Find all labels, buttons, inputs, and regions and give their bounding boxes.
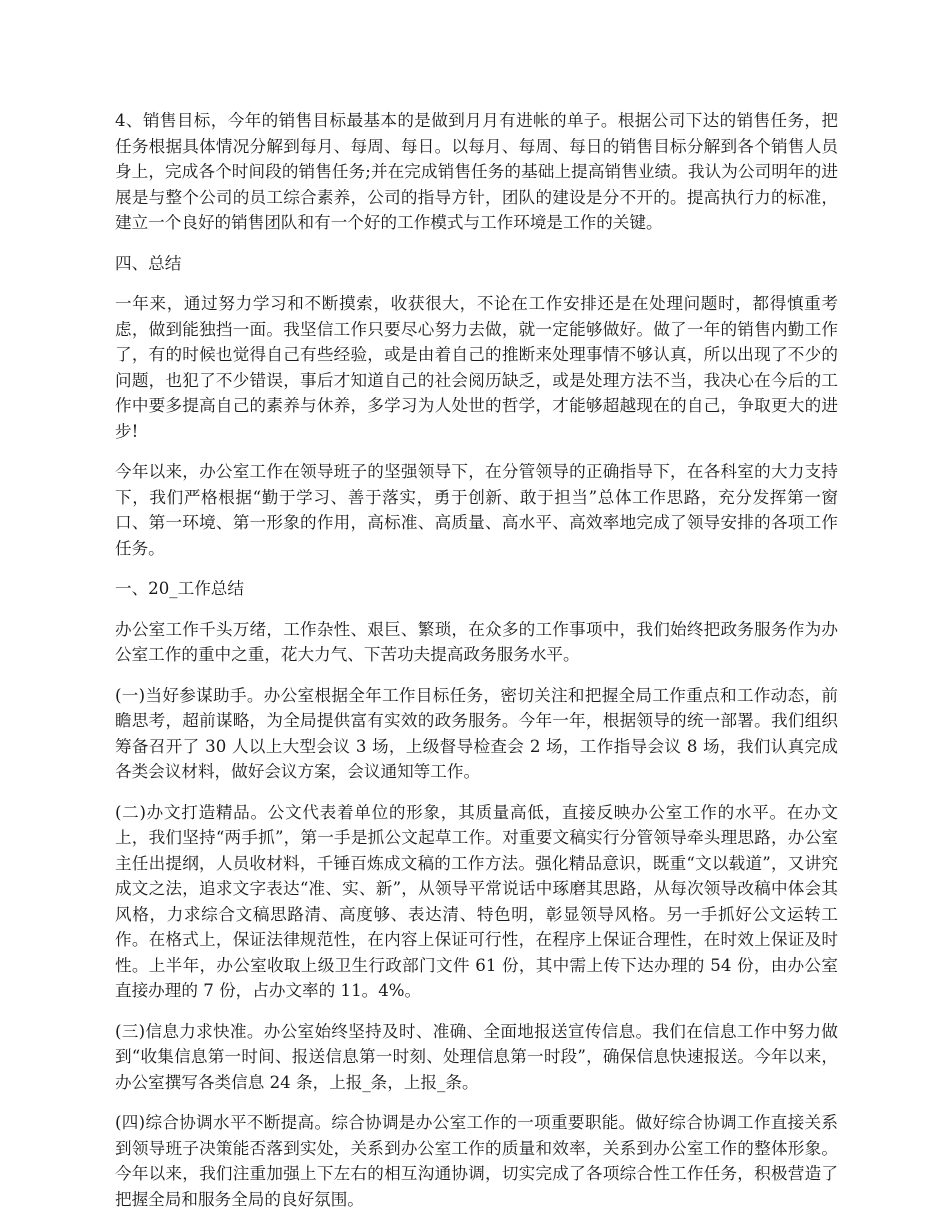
paragraph-sales-target: 4、销售目标，今年的销售目标最基本的是做到月月有进帐的单子。根据公司下达的销售任务，把任务根据具体情况分解到每月、每周、每日。以每月、每周、每日的销售目标分解到各个销售人员身上，完成各个时间段的销售任务;并在完成销售任务的基础上提高销售业绩。我认为公司明年的进展是与整个公司的员工综合素养，公司的指导方针，团队的建设是分不开的。提高执行力的标准，建立一个良好的销售团队和有一个好的工作模式与工作环境是工作的关键。 [115,111,838,232]
paragraph-documents: (二)办文打造精品。公文代表着单位的形象，其质量高低，直接反映办公室工作的水平。在办文上，我们坚持“两手抓”，第一手是抓公文起草工作。对重要文稿实行分管领导牵头理思路，办公室主任出提纲，人员收材料，千锤百炼成文稿的工作方法。强化精品意识，既重“文以载道”，又讲究成文之法，追求文字表达“准、实、新”，从领导平常说话中琢磨其思路，从每次领导改稿中体会其风格，力求综合文稿思路清、高度够、表达清、特色明，彰显领导风格。另一手抓好公文运转工作。在格式上，保证法律规范性，在内容上保证可行性，在程序上保证合理性，在时效上保证及时性。上半年，办公室收取上级卫生行政部门文件 61 份，其中需上传下达办理的 54 份，由办公室直接办理的 7 份，占办文率的 11。4%。 [115,802,838,1000]
paragraph-office-intro: 今年以来，办公室工作在领导班子的坚强领导下，在分管领导的正确指导下，在各科室的大力支持下，我们严格根据“勤于学习、善于落实，勇于创新、敢于担当”总体工作思路，充分发挥第一窗口、第一环境、第一形象的作用，高标准、高质量、高水平、高效率地完成了领导安排的各项工作任务。 [115,462,838,558]
paragraph-year-review: 一年来，通过努力学习和不断摸索，收获很大，不论在工作安排还是在处理问题时，都得慎重考虑，做到能独挡一面。我坚信工作只要尽心努力去做，就一定能够做好。做了一年的销售内勤工作了，有的时候也觉得自己有些经验，或是由着自己的推断来处理事情不够认真，所以出现了不少的问题，也犯了不少错误，事后才知道自己的社会阅历缺乏，或是处理方法不当，我决心在今后的工作中要多提高自己的素养与休养，多学习为人处世的哲学，才能够超越现在的自己，争取更大的进步! [115,294,838,441]
paragraph-coordination: (四)综合协调水平不断提高。综合协调是办公室工作的一项重要职能。做好综合协调工作直接关系到领导班子决策能否落到实处，关系到办公室工作的质量和效率，关系到办公室工作的整体形象。今年以来，我们注重加强上下左右的相互沟通协调，切实完成了各项综合性工作任务，积极营造了把握全局和服务全局的良好氛围。 [115,1113,838,1209]
document-body [115,108,838,1212]
heading-work-summary: 一、20_工作总结 [115,579,244,598]
heading-summary: 四、总结 [115,253,182,273]
paragraph-advisor: (一)当好参谋助手。办公室根据全年工作目标任务，密切关注和把握全局工作重点和工作动态，前瞻思考，超前谋略，为全局提供富有实效的政务服务。今年一年，根据领导的统一部署。我们组织筹备召开了 30 人以上大型会议 3 场，上级督导检查会 2 场，工作指导会议 8 场，我们认真完成各类会议材料，做好会议方案，会议通知等工作。 [115,685,838,781]
paragraph-information: (三)信息力求快准。办公室始终坚持及时、准确、全面地报送宣传信息。我们在信息工作中努力做到“收集信息第一时间、报送信息第一时刻、处理信息第一时段”，确保信息快速报送。今年以来，办公室撰写各类信息 24 条，上报_条，上报_条。 [115,1021,838,1092]
paragraph-office-work: 办公室工作千头万绪，工作杂性、艰巨、繁琐，在众多的工作事项中，我们始终把政务服务作为办公室工作的重中之重，花大力气、下苦功夫提高政务服务水平。 [115,619,838,664]
